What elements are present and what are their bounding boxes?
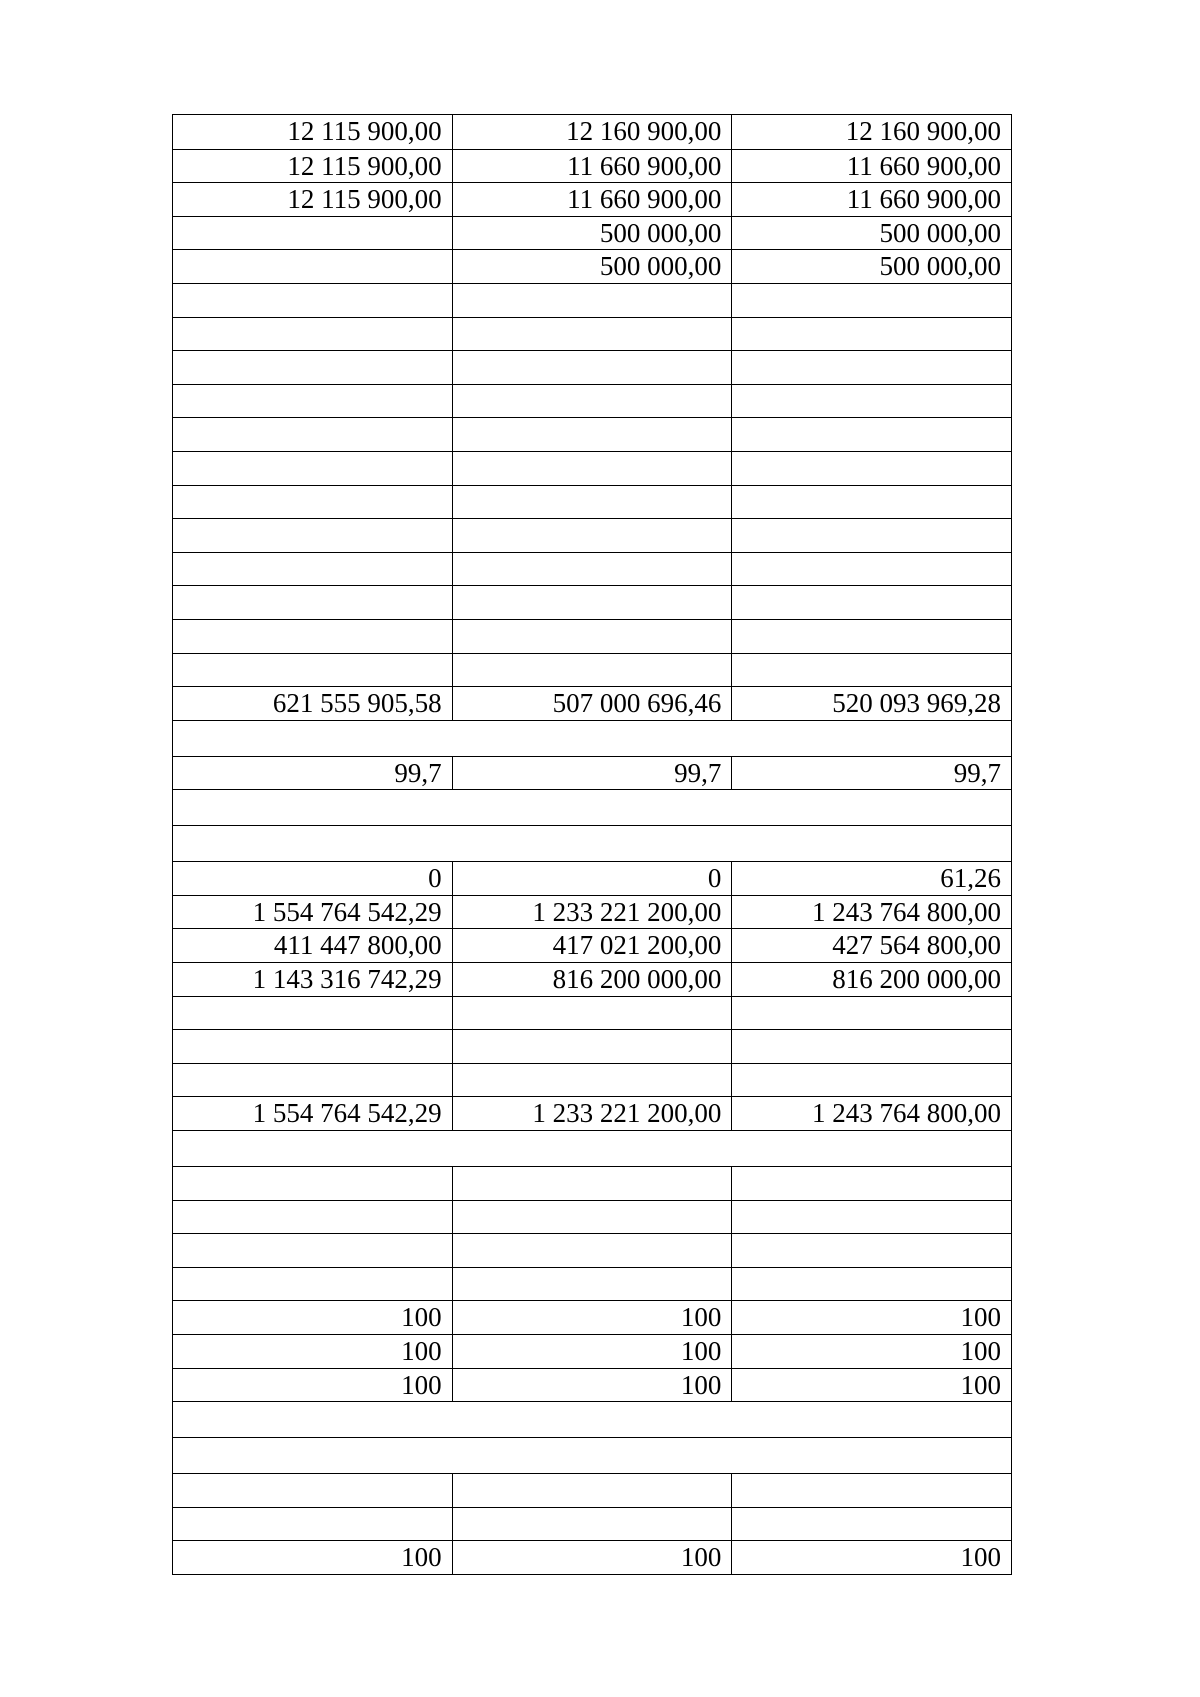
table-cell-col-2: 500 000,00: [452, 217, 732, 250]
table-cell-col-3: [731, 654, 1011, 687]
table-cell-col-3: 816 200 000,00: [731, 963, 1011, 996]
table-cell-col-1: [173, 519, 452, 552]
table-cell-col-1: [173, 1234, 452, 1267]
table-cell-col-1: 100: [401, 1336, 442, 1366]
table-cell-col-2: [452, 654, 732, 687]
table-cell-col-2: [452, 1030, 732, 1063]
table-cell-col-3: [731, 1030, 1011, 1063]
table-cell-col-3: 12 160 900,00: [731, 115, 1011, 149]
table-row: [173, 115, 1011, 149]
table-cell-col-3: [731, 385, 1011, 418]
table-cell-col-3: [731, 1201, 1011, 1234]
table-cell-col-2: [452, 418, 732, 451]
table-cell-col-2: 99,7: [452, 757, 732, 790]
table-cell-col-1: [173, 1508, 452, 1541]
table-cell-col-3: 427 564 800,00: [731, 929, 1011, 962]
table-cell-col-3: 100: [731, 1541, 1011, 1574]
table-cell-col-1: [173, 452, 452, 485]
table-cell-col-3: 500 000,00: [731, 217, 1011, 250]
table-cell-col-1: 0: [428, 863, 442, 894]
table-cell-merged: [173, 721, 1011, 756]
table-cell-col-2: 500 000,00: [452, 250, 732, 283]
table-row: [173, 216, 1011, 250]
table-row: [173, 249, 1011, 283]
table-row: [173, 317, 1011, 351]
table-cell-col-1: 1 554 764 542,29: [252, 1098, 442, 1129]
table-cell-col-2: 100: [452, 1369, 732, 1402]
table-cell-col-1: [173, 385, 452, 418]
table-merged-row: [173, 789, 1011, 825]
table-cell-col-3: 100: [731, 1369, 1011, 1402]
table-row: [173, 1300, 1011, 1334]
table-row: [173, 653, 1011, 687]
table-cell-col-2: [452, 1064, 732, 1097]
table-cell-col-2: 816 200 000,00: [452, 963, 732, 996]
table-merged-row: [173, 1130, 1011, 1166]
table-row: [173, 182, 1011, 216]
table-cell-col-1: [173, 250, 452, 283]
table-cell-col-2: 0: [452, 862, 732, 895]
table-row: [173, 895, 1011, 929]
table-cell-col-2: 417 021 200,00: [452, 929, 732, 962]
table-cell-col-1: [173, 217, 452, 250]
table-cell-col-1: 1 143 316 742,29: [252, 964, 442, 995]
table-cell-col-1: [173, 1030, 452, 1063]
table-cell-col-1: [173, 1064, 452, 1097]
table-cell-col-1: 12 115 900,00: [287, 116, 442, 146]
table-cell-col-2: 11 660 900,00: [452, 183, 732, 216]
table-cell-col-2: [452, 385, 732, 418]
table-cell-col-3: [731, 486, 1011, 519]
table-cell-col-1: 12 115 900,00: [287, 184, 442, 215]
table-cell-col-1: [173, 997, 452, 1030]
table-cell-col-2: [452, 553, 732, 586]
table-cell-col-1: 411 447 800,00: [273, 930, 442, 961]
table-row: [173, 1166, 1011, 1200]
table-cell-col-3: [731, 1474, 1011, 1507]
table-row: [173, 1029, 1011, 1063]
table-cell-col-2: 1 233 221 200,00: [452, 896, 732, 929]
table-cell-col-3: 100: [731, 1301, 1011, 1334]
table-cell-merged: [173, 790, 1011, 825]
table-cell-col-1: [173, 654, 452, 687]
table-cell-col-1: [173, 418, 452, 451]
table-cell-col-2: 11 660 900,00: [452, 150, 732, 183]
table-cell-col-2: [452, 586, 732, 619]
table-cell-col-1: 99,7: [394, 757, 442, 788]
table-cell-col-3: [731, 284, 1011, 317]
table-cell-col-1: [173, 586, 452, 619]
table-cell-col-1: [173, 1167, 452, 1200]
table-row: [173, 485, 1011, 519]
table-cell-col-1: 100: [401, 1302, 442, 1333]
table-cell-col-3: [731, 620, 1011, 653]
table-cell-col-1: [173, 1201, 452, 1234]
table-cell-col-1: [173, 351, 452, 384]
table-row: [173, 518, 1011, 552]
table-cell-col-2: [452, 1508, 732, 1541]
table-cell-col-3: 100: [731, 1335, 1011, 1368]
table-cell-col-2: 507 000 696,46: [452, 687, 732, 720]
table-row: [173, 283, 1011, 317]
table-cell-col-2: [452, 997, 732, 1030]
table-row: [173, 384, 1011, 418]
table-cell-col-1: [173, 1268, 452, 1301]
table-row: [173, 1473, 1011, 1507]
table-cell-col-2: [452, 486, 732, 519]
table-cell-col-3: 1 243 764 800,00: [731, 896, 1011, 929]
table-row: [173, 1368, 1011, 1402]
table-row: [173, 149, 1011, 183]
table-cell-merged: [173, 1402, 1011, 1437]
table-row: [173, 1063, 1011, 1097]
table-cell-col-3: 61,26: [731, 862, 1011, 895]
table-cell-col-1: 100: [401, 1542, 442, 1573]
table-cell-col-3: [731, 519, 1011, 552]
table-cell-col-2: [452, 1474, 732, 1507]
table-cell-col-2: 100: [452, 1335, 732, 1368]
table-cell-merged: [173, 1131, 1011, 1166]
table-row: [173, 1233, 1011, 1267]
table-row: [173, 1096, 1011, 1130]
table-cell-col-3: [731, 1268, 1011, 1301]
table-cell-col-3: 500 000,00: [731, 250, 1011, 283]
table-cell-col-3: [731, 318, 1011, 351]
table-row: [173, 962, 1011, 996]
table-cell-col-1: 621 555 905,58: [272, 688, 442, 719]
table-cell-col-2: [452, 452, 732, 485]
table-cell-col-1: [173, 486, 452, 519]
table-row: [173, 1507, 1011, 1541]
table-row: [173, 1200, 1011, 1234]
table-cell-col-1: 100: [401, 1369, 442, 1400]
table-cell-col-3: [731, 553, 1011, 586]
table-row: [173, 619, 1011, 653]
table-row: [173, 585, 1011, 619]
table-cell-col-3: 99,7: [731, 757, 1011, 790]
table-cell-col-2: [452, 1268, 732, 1301]
table-merged-row: [173, 720, 1011, 756]
table-cell-col-3: 11 660 900,00: [731, 150, 1011, 183]
table-cell-col-2: 100: [452, 1541, 732, 1574]
table-cell-col-2: 100: [452, 1301, 732, 1334]
table-cell-merged: [173, 826, 1011, 861]
table-cell-col-3: [731, 1508, 1011, 1541]
table-row: [173, 552, 1011, 586]
table-row: [173, 350, 1011, 384]
table-cell-col-1: [173, 1474, 452, 1507]
table-cell-col-1: [173, 284, 452, 317]
table-row: [173, 928, 1011, 962]
table-row: [173, 451, 1011, 485]
table-cell-col-2: [452, 1234, 732, 1267]
table-row: [173, 1540, 1011, 1574]
table-cell-col-2: [452, 1201, 732, 1234]
table-row: [173, 861, 1011, 895]
table-cell-col-3: [731, 1064, 1011, 1097]
table-row: [173, 996, 1011, 1030]
table-cell-col-1: 12 115 900,00: [287, 150, 442, 181]
table-merged-row: [173, 825, 1011, 861]
table-row: [173, 417, 1011, 451]
table-cell-col-3: [731, 1167, 1011, 1200]
table-cell-col-2: [452, 1167, 732, 1200]
table-cell-col-1: 1 554 764 542,29: [252, 896, 442, 927]
table-cell-col-2: 12 160 900,00: [452, 115, 732, 149]
table-row: [173, 686, 1011, 720]
table-cell-col-1: [173, 553, 452, 586]
table-cell-col-3: [731, 452, 1011, 485]
table-cell-col-3: 520 093 969,28: [731, 687, 1011, 720]
table-cell-col-3: 11 660 900,00: [731, 183, 1011, 216]
table-cell-col-3: [731, 1234, 1011, 1267]
table-cell-col-2: 1 233 221 200,00: [452, 1097, 732, 1130]
table-row: [173, 756, 1011, 790]
table-cell-col-3: 1 243 764 800,00: [731, 1097, 1011, 1130]
table-cell-col-2: [452, 284, 732, 317]
table-row: [173, 1267, 1011, 1301]
table-cell-col-3: [731, 351, 1011, 384]
table-cell-col-2: [452, 318, 732, 351]
table-cell-col-3: [731, 418, 1011, 451]
table-merged-row: [173, 1437, 1011, 1473]
table-cell-col-1: [173, 620, 452, 653]
table-cell-col-2: [452, 351, 732, 384]
table-merged-row: [173, 1401, 1011, 1437]
table-row: [173, 1334, 1011, 1368]
budget-table: [172, 114, 1012, 1575]
table-cell-col-2: [452, 620, 732, 653]
table-cell-col-1: [173, 318, 452, 351]
table-cell-col-3: [731, 586, 1011, 619]
table-cell-merged: [173, 1438, 1011, 1473]
table-cell-col-3: [731, 997, 1011, 1030]
table-cell-col-2: [452, 519, 732, 552]
